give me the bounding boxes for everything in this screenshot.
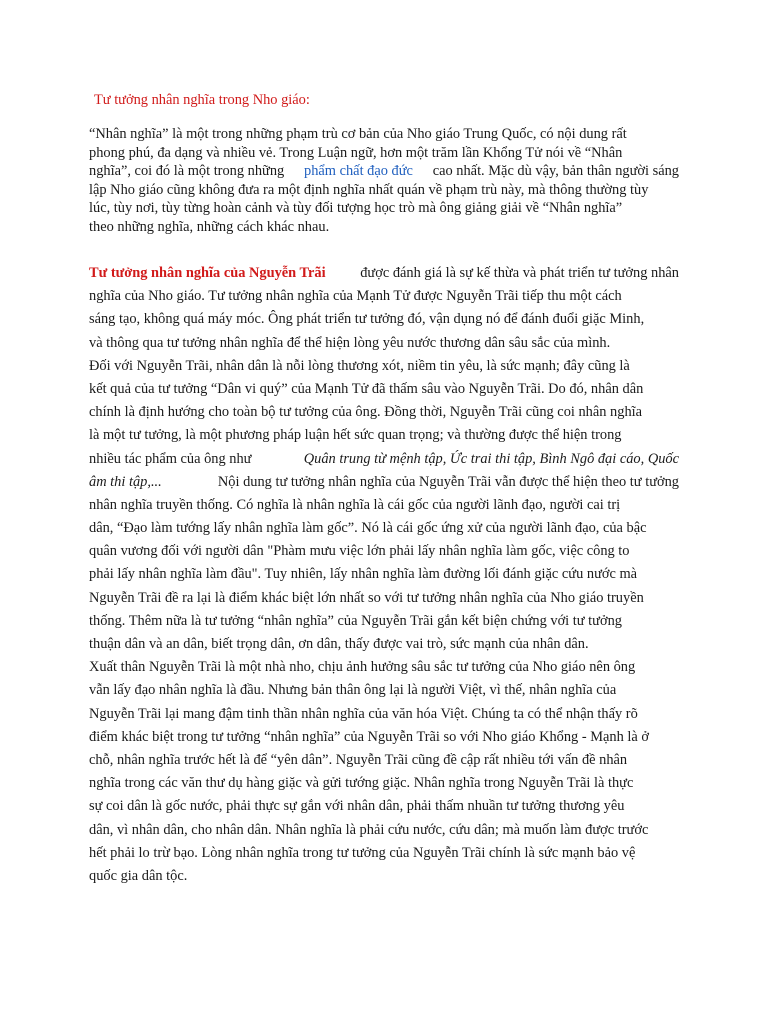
text-line: và thông qua tư tưởng nhân nghĩa để thể hiện lòng yêu nước thương dân sâu sắc của mình. — [89, 334, 611, 351]
text-line: chỗ, nhân nghĩa trước hết là để “yên dân”. Nguyễn Trãi cũng đề cập rất nhiều tới vấn đề nhân — [89, 751, 628, 768]
text-line: lập Nho giáo cũng không đưa ra một định nghĩa nhất quán về phạm trù này, mà thông thường tùy — [89, 181, 649, 198]
text-line: nghĩa”, coi đó là một trong những phẩm chất đạo đức cao nhất. Mặc dù vậy, bản thân người sáng — [89, 163, 679, 180]
section-heading: Tư tưởng nhân nghĩa trong Nho giáo: — [94, 92, 310, 108]
text-line: thuận dân và an dân, biết trọng dân, ơn dân, thấy được vai trò, sức mạnh của nhân dân. — [89, 636, 589, 652]
text-line: điểm khác biệt trong tư tưởng “nhân nghĩa” của Nguyễn Trãi so với Nho giáo Khổng - Mạnh là ở — [89, 728, 649, 745]
nguyen-trai-title: Tư tưởng nhân nghĩa của Nguyễn Trãi — [89, 265, 326, 281]
text-line: Nguyễn Trãi đề ra lại là điểm khác biệt lớn nhất so với tư tưởng nhân nghĩa của Nho giáo truyền — [89, 589, 644, 606]
text-line: thống. Thêm nữa là tư tưởng “nhân nghĩa” của Nguyễn Trãi gắn kết biện chứng với tư tưởng — [89, 612, 622, 629]
text-line: theo những nghĩa, những cách khác nhau. — [89, 218, 330, 235]
text-line: Tư tưởng nhân nghĩa của Nguyễn Trãi được đánh giá là sự kế thừa và phát triển tư tưởng nhân — [89, 262, 679, 285]
text-line: nghĩa của Nho giáo. Tư tưởng nhân nghĩa của Mạnh Tử được Nguyễn Trãi tiếp thu một cách — [89, 288, 622, 305]
text-line: nghĩa trong các văn thư dụ hàng giặc và gửi tướng giặc. Nhân nghĩa trong Nguyễn Trãi là thực — [89, 775, 634, 792]
text-line: “Nhân nghĩa” là một trong những phạm trù cơ bản của Nho giáo Trung Quốc, có nội dung rất — [89, 126, 627, 142]
text-line: Nguyễn Trãi lại mang đậm tinh thần nhân nghĩa của văn hóa Việt. Chúng ta có thể nhận thấy rõ — [89, 705, 638, 722]
text-line: nhiều tác phẩm của ông như Quân trung từ mệnh tập, Ức trai thi tập, Bình Ngô đại cáo, Quốc — [89, 448, 679, 471]
works-list: âm thi tập,... — [89, 473, 162, 490]
text-line: sáng tạo, không quá máy móc. Ông phát triển tư tưởng đó, vận dụng nó để đánh đuổi giặc Minh, — [89, 311, 645, 328]
paragraph-confucian-benevolence — [89, 125, 679, 237]
text-line: nhân nghĩa truyền thống. Có nghĩa là nhân nghĩa là cái gốc của người lãnh đạo, người cai trị — [89, 496, 621, 513]
text-line: quốc gia dân tộc. — [89, 867, 188, 884]
paragraph-nguyen-trai — [89, 262, 679, 888]
text-line: phong phú, đa dạng và nhiều vẻ. Trong Luận ngữ, hơn một trăm lần Khổng Tử nói về “Nhân — [89, 144, 623, 161]
moral-qualities-link[interactable]: phẩm chất đạo đức — [304, 163, 413, 180]
text-line: phải lấy nhân nghĩa làm đầu". Tuy nhiên, lấy nhân nghĩa làm đường lối đánh giặc cứu nước mà — [89, 566, 638, 583]
text-line: sự coi dân là gốc nước, phải thực sự gắn với nhân dân, phải thấm nhuần tư tưởng thương yêu — [89, 798, 625, 815]
text-line: kết quả của tư tưởng “Dân vi quý” của Mạnh Tử đã thấm sâu vào Nguyễn Trãi. Do đó, nhân dân — [89, 380, 644, 397]
works-list: Quân trung từ mệnh tập, Ức trai thi tập, Bình Ngô đại cáo, Quốc — [303, 450, 679, 467]
text-line: vẫn lấy đạo nhân nghĩa là đầu. Nhưng bản thân ông lại là người Việt, vì thế, nhân nghĩa của — [89, 682, 617, 699]
text-line: hết phải lo trừ bạo. Lòng nhân nghĩa trong tư tưởng của Nguyễn Trãi chính là sức mạnh bảo vệ — [89, 844, 636, 861]
text-line: là một tư tưởng, là một phương pháp luận hết sức quan trọng; và thường được thể hiện trong — [89, 427, 622, 444]
text-line: Xuất thân Nguyễn Trãi là một nhà nho, chịu ảnh hưởng sâu sắc tư tưởng của Nho giáo nên ông — [89, 659, 636, 676]
text-line: lúc, tùy nơi, tùy từng hoàn cảnh và tùy đối tượng học trò mà ông giảng giải về “Nhân nghĩa” — [89, 200, 623, 217]
text-line: quân vương đối với người dân "Phàm mưu việc lớn phải lấy nhân nghĩa làm gốc, việc công to — [89, 543, 630, 560]
text-line: dân, “Đạo làm tướng lấy nhân nghĩa làm gốc”. Nó là cái gốc ứng xử của người lãnh đạo, của bậc — [89, 520, 647, 537]
text-line: âm thi tập,... Nội dung tư tưởng nhân nghĩa của Nguyễn Trãi vẫn được thể hiện theo tư tưởng — [89, 471, 679, 494]
text-line: Đối với Nguyễn Trãi, nhân dân là nỗi lòng thương xót, niềm tin yêu, là sức mạnh; đây cũng là — [89, 357, 630, 374]
text-line: dân, vì nhân dân, cho nhân dân. Nhân nghĩa là phải cứu nước, cứu dân; mà muốn làm được trước — [89, 821, 649, 838]
text-line: chính là định hướng cho toàn bộ tư tưởng của ông. Đồng thời, Nguyễn Trãi cũng coi nhân nghĩa — [89, 404, 643, 421]
